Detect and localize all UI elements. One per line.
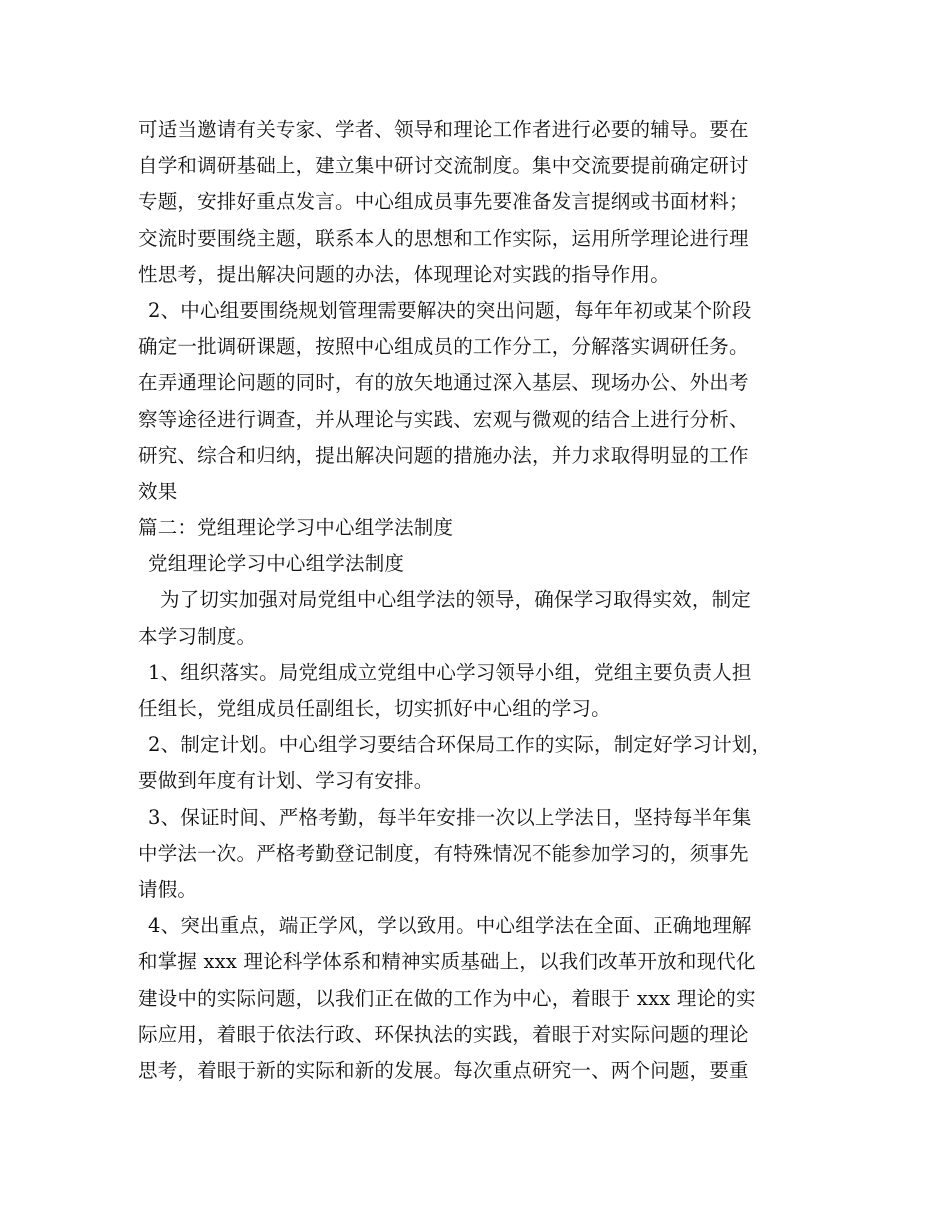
text-line: 在弄通理论问题的同时，有的放矢地通过深入基层、现场办公、外出考 xyxy=(138,371,749,395)
list-item-line: 1、组织落实。局党组成立党组中心学习领导小组，党组主要负责人担 xyxy=(148,660,752,684)
text-line: 本学习制度。 xyxy=(138,624,257,648)
text-line: 思考，着眼于新的实际和新的发展。每次重点研究一、两个问题，要重 xyxy=(138,1058,749,1082)
list-item-line: 3、保证时间、严格考勤，每半年安排一次以上学法日，坚持每半年集 xyxy=(148,805,752,829)
text-line: 际应用，着眼于依法行政、环保执法的实践，着眼于对实际问题的理论 xyxy=(138,1022,749,1046)
list-item-line: 2、制定计划。中心组学习要结合环保局工作的实际，制定好学习计划， xyxy=(148,733,772,757)
text-line: 建设中的实际问题，以我们正在做的工作为中心，着眼于 xxx 理论的实 xyxy=(138,986,756,1010)
text-line: 和掌握 xxx 理论科学体系和精神实质基础上，以我们改革开放和现代化 xyxy=(138,950,756,974)
text-line: 请假。 xyxy=(138,877,198,901)
text-line: 任组长，党组成员任副组长，切实抓好中心组的学习。 xyxy=(138,697,611,720)
text-line: 确定一批调研课题，按照中心组成员的工作分工，分解落实调研任务。 xyxy=(138,335,749,359)
text-line: 研究、综合和归纳，提出解决问题的措施办法，并力求取得明显的工作 xyxy=(138,443,749,467)
text-line: 专题，安排好重点发言。中心组成员事先要准备发言提纲或书面材料； xyxy=(138,190,749,214)
list-item-line: 4、突出重点，端正学风，学以致用。中心组学法在全面、正确地理解 xyxy=(148,914,752,938)
text-line: 可适当邀请有关专家、学者、领导和理论工作者进行必要的辅导。要在 xyxy=(138,118,749,141)
text-line: 察等途径进行调查，并从理论与实践、宏观与微观的结合上进行分析、 xyxy=(138,407,749,431)
document-title: 党组理论学习中心组学法制度 xyxy=(148,552,405,576)
text-line: 自学和调研基础上，建立集中研讨交流制度。集中交流要提前确定研讨 xyxy=(138,154,749,178)
text-line: 性思考，提出解决问题的办法，体现理论对实践的指导作用。 xyxy=(138,262,670,286)
text-line: 要做到年度有计划、学习有安排。 xyxy=(138,769,434,793)
list-item-line: 2、中心组要围绕规划管理需要解决的突出问题，每年年初或某个阶段 xyxy=(148,298,752,322)
text-line: 效果 xyxy=(138,479,178,503)
paragraph-start-line: 为了切实加强对局党组中心组学法的领导，确保学习取得实效，制定 xyxy=(160,588,752,612)
text-line: 中学法一次。严格考勤登记制度，有特殊情况不能参加学习的，须事先 xyxy=(138,841,749,865)
section-heading: 篇二：党组理论学习中心组学法制度 xyxy=(138,516,454,540)
text-line: 交流时要围绕主题，联系本人的思想和工作实际，运用所学理论进行理 xyxy=(138,226,749,250)
document-body xyxy=(138,112,818,1089)
